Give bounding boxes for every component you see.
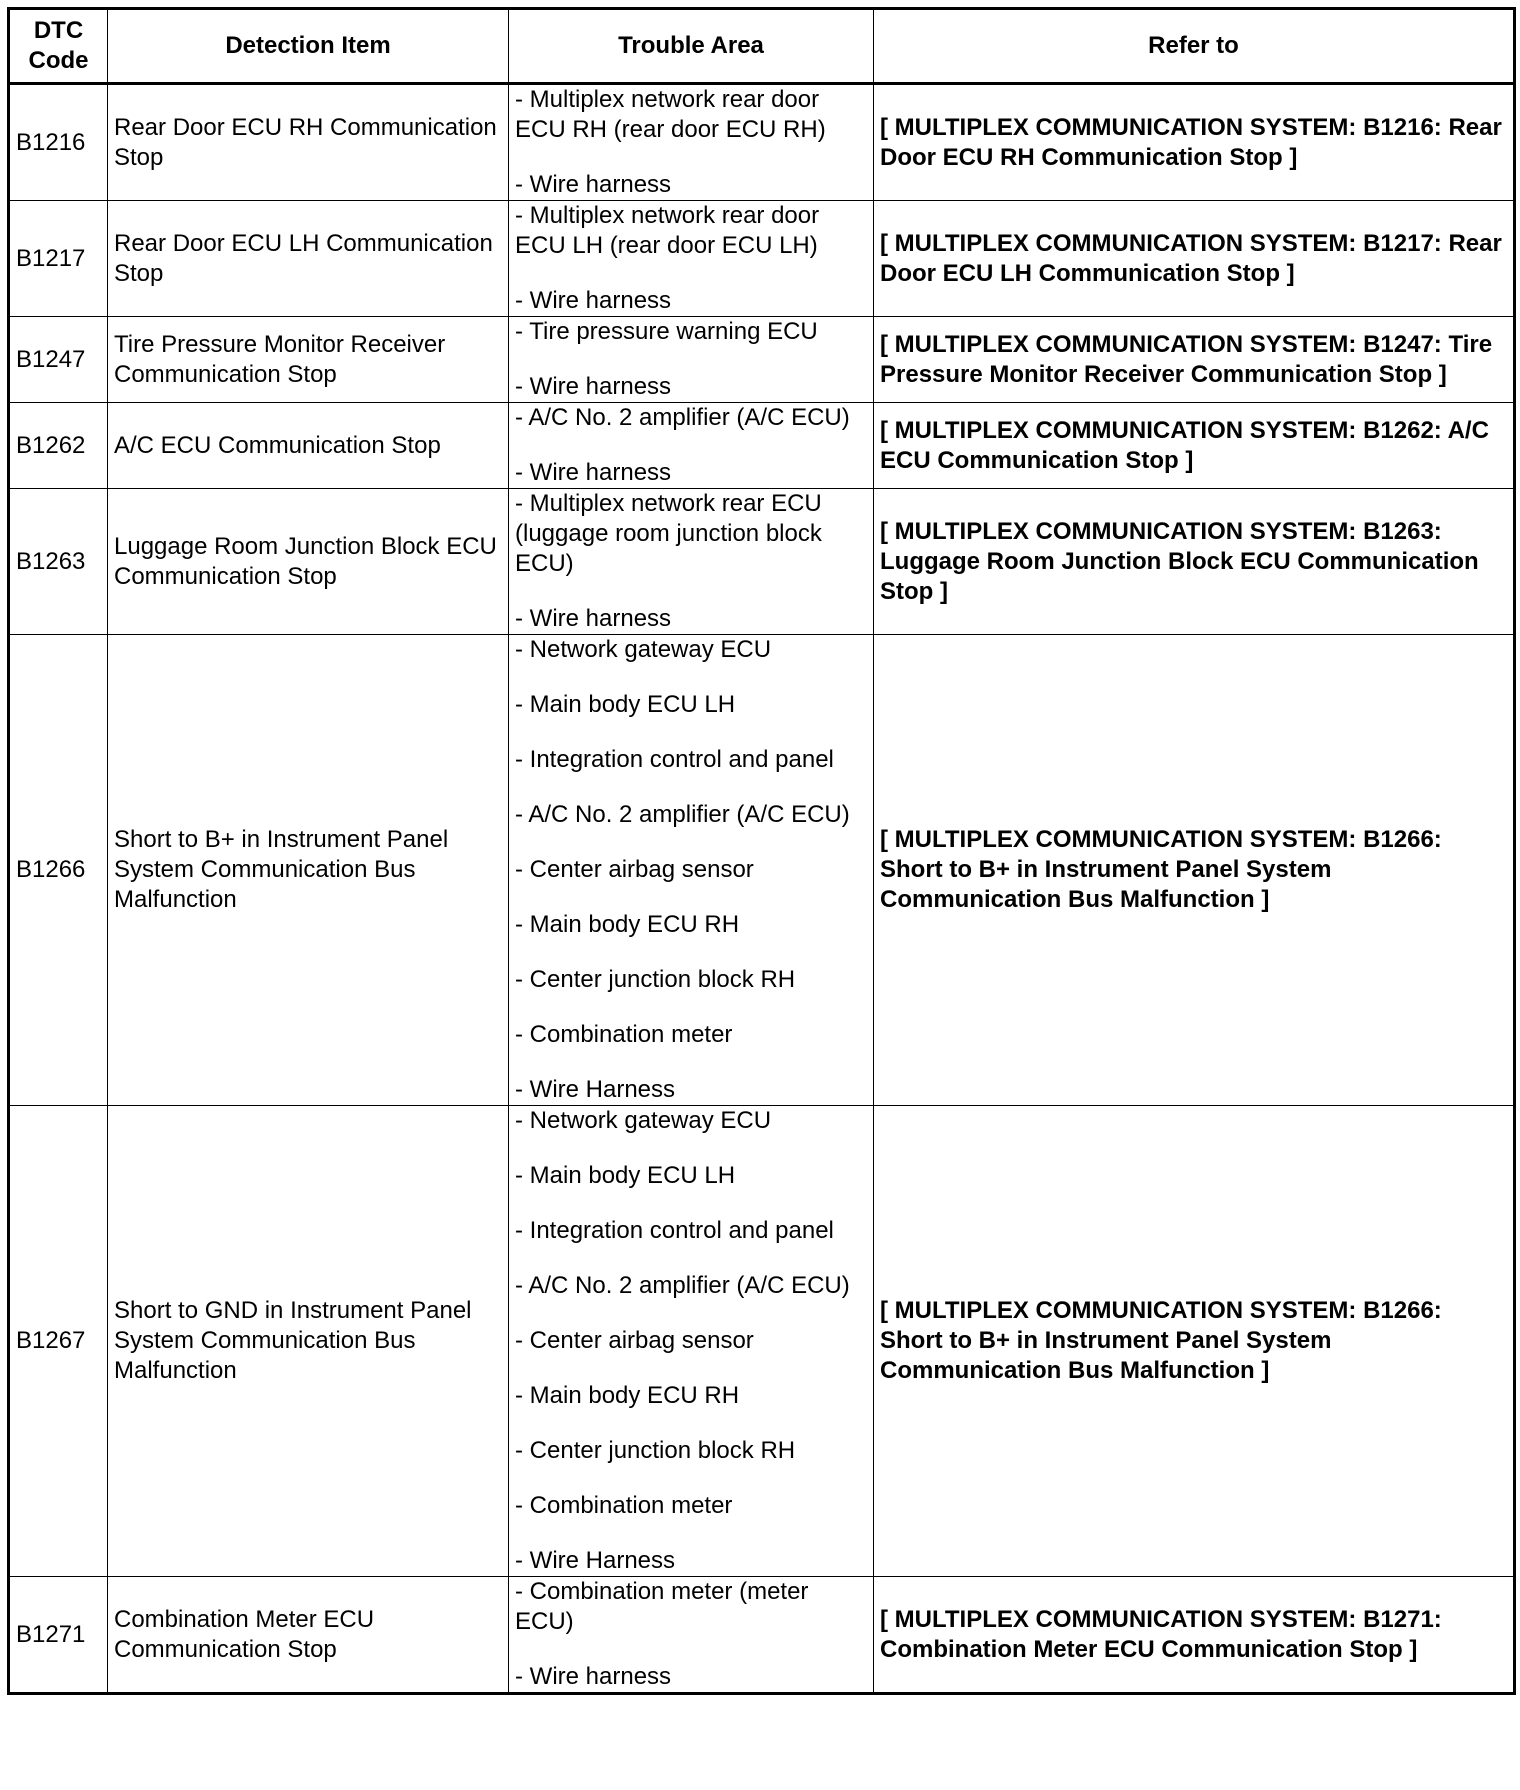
trouble-area-item: - Main body ECU RH [515, 1382, 740, 1409]
detection-item-cell: Combination Meter ECU Communication Stop [108, 1577, 509, 1694]
dtc-code-cell: B1263 [9, 489, 108, 635]
trouble-area-cell [509, 317, 874, 403]
detection-item-cell: Rear Door ECU LH Communication Stop [108, 201, 509, 317]
detection-item-cell: Luggage Room Junction Block ECU Communication Stop [108, 489, 509, 635]
table-row [9, 1106, 1515, 1577]
dtc-code-cell: B1266 [9, 635, 108, 1106]
trouble-area-item: - Main body ECU LH [515, 691, 736, 718]
trouble-area-cell [509, 84, 874, 201]
trouble-area-item: - Center airbag sensor [515, 1327, 754, 1354]
detection-item-cell: A/C ECU Communication Stop [108, 403, 509, 489]
table-row [9, 201, 1515, 317]
trouble-area-item: - Network gateway ECU [515, 636, 772, 663]
refer-to-link[interactable]: [ MULTIPLEX COMMUNICATION SYSTEM: B1271: Combination Meter ECU Communication Stop ] [874, 1577, 1515, 1694]
dtc-code-cell: B1267 [9, 1106, 108, 1577]
trouble-area-cell [509, 201, 874, 317]
trouble-area-item: - Main body ECU LH [515, 1162, 736, 1189]
table-row [9, 1577, 1515, 1694]
table-row [9, 403, 1515, 489]
trouble-area-item: - Wire harness [515, 171, 672, 198]
trouble-area-item: - Combination meter [515, 1492, 733, 1519]
trouble-area-item: - A/C No. 2 amplifier (A/C ECU) [515, 1272, 850, 1299]
dtc-code-cell: B1271 [9, 1577, 108, 1694]
detection-item-cell: Short to GND in Instrument Panel System Communication Bus Malfunction [108, 1106, 509, 1577]
refer-to-link[interactable]: [ MULTIPLEX COMMUNICATION SYSTEM: B1263: Luggage Room Junction Block ECU Communication Stop ] [874, 489, 1515, 635]
trouble-area-item: - Wire Harness [515, 1076, 676, 1103]
trouble-area-item: - Wire harness [515, 1663, 672, 1690]
trouble-area-item: - Center junction block RH [515, 1437, 796, 1464]
refer-to-link[interactable]: [ MULTIPLEX COMMUNICATION SYSTEM: B1247: Tire Pressure Monitor Receiver Communication Stop ] [874, 317, 1515, 403]
dtc-table [7, 7, 1516, 1695]
dtc-code-cell: B1262 [9, 403, 108, 489]
trouble-area-item: - A/C No. 2 amplifier (A/C ECU) [515, 801, 850, 828]
header-dtc-code: DTC Code [9, 9, 108, 84]
trouble-area-item: - Wire harness [515, 287, 672, 314]
trouble-area-item: - Network gateway ECU [515, 1107, 772, 1134]
trouble-area-item: - A/C No. 2 amplifier (A/C ECU) [515, 404, 850, 431]
trouble-area-item: - Center airbag sensor [515, 856, 754, 883]
header-detection-item: Detection Item [108, 9, 509, 84]
refer-to-link[interactable]: [ MULTIPLEX COMMUNICATION SYSTEM: B1216: Rear Door ECU RH Communication Stop ] [874, 84, 1515, 201]
trouble-area-item: - Wire harness [515, 459, 672, 486]
table-row [9, 635, 1515, 1106]
trouble-area-item: - Combination meter (meter ECU) [515, 1578, 809, 1635]
refer-to-link[interactable]: [ MULTIPLEX COMMUNICATION SYSTEM: B1217: Rear Door ECU LH Communication Stop ] [874, 201, 1515, 317]
dtc-code-cell: B1216 [9, 84, 108, 201]
trouble-area-item: - Center junction block RH [515, 966, 796, 993]
trouble-area-cell [509, 1577, 874, 1694]
refer-to-link[interactable]: [ MULTIPLEX COMMUNICATION SYSTEM: B1262: A/C ECU Communication Stop ] [874, 403, 1515, 489]
trouble-area-item: - Tire pressure warning ECU [515, 318, 818, 345]
trouble-area-item: - Wire harness [515, 605, 672, 632]
trouble-area-item: - Multiplex network rear door ECU RH (rear door ECU RH) [515, 86, 826, 143]
trouble-area-cell [509, 489, 874, 635]
trouble-area-item: - Wire Harness [515, 1547, 676, 1574]
table-row [9, 84, 1515, 201]
trouble-area-item: - Integration control and panel [515, 746, 834, 773]
header-row [9, 9, 1515, 84]
trouble-area-item: - Integration control and panel [515, 1217, 834, 1244]
trouble-area-cell [509, 403, 874, 489]
detection-item-cell: Rear Door ECU RH Communication Stop [108, 84, 509, 201]
header-trouble-area: Trouble Area [509, 9, 874, 84]
refer-to-link[interactable]: [ MULTIPLEX COMMUNICATION SYSTEM: B1266: Short to B+ in Instrument Panel System Communication Bus Malfunction ] [874, 1106, 1515, 1577]
trouble-area-item: - Multiplex network rear ECU (luggage room junction block ECU) [515, 490, 822, 577]
trouble-area-cell [509, 635, 874, 1106]
detection-item-cell: Short to B+ in Instrument Panel System Communication Bus Malfunction [108, 635, 509, 1106]
header-refer-to: Refer to [874, 9, 1515, 84]
detection-item-cell: Tire Pressure Monitor Receiver Communication Stop [108, 317, 509, 403]
trouble-area-item: - Main body ECU RH [515, 911, 740, 938]
table-body [9, 84, 1515, 1694]
trouble-area-cell [509, 1106, 874, 1577]
trouble-area-item: - Combination meter [515, 1021, 733, 1048]
dtc-code-cell: B1247 [9, 317, 108, 403]
dtc-code-cell: B1217 [9, 201, 108, 317]
table-row [9, 489, 1515, 635]
trouble-area-item: - Wire harness [515, 373, 672, 400]
refer-to-link[interactable]: [ MULTIPLEX COMMUNICATION SYSTEM: B1266: Short to B+ in Instrument Panel System Communication Bus Malfunction ] [874, 635, 1515, 1106]
table-row [9, 317, 1515, 403]
trouble-area-item: - Multiplex network rear door ECU LH (rear door ECU LH) [515, 202, 820, 259]
